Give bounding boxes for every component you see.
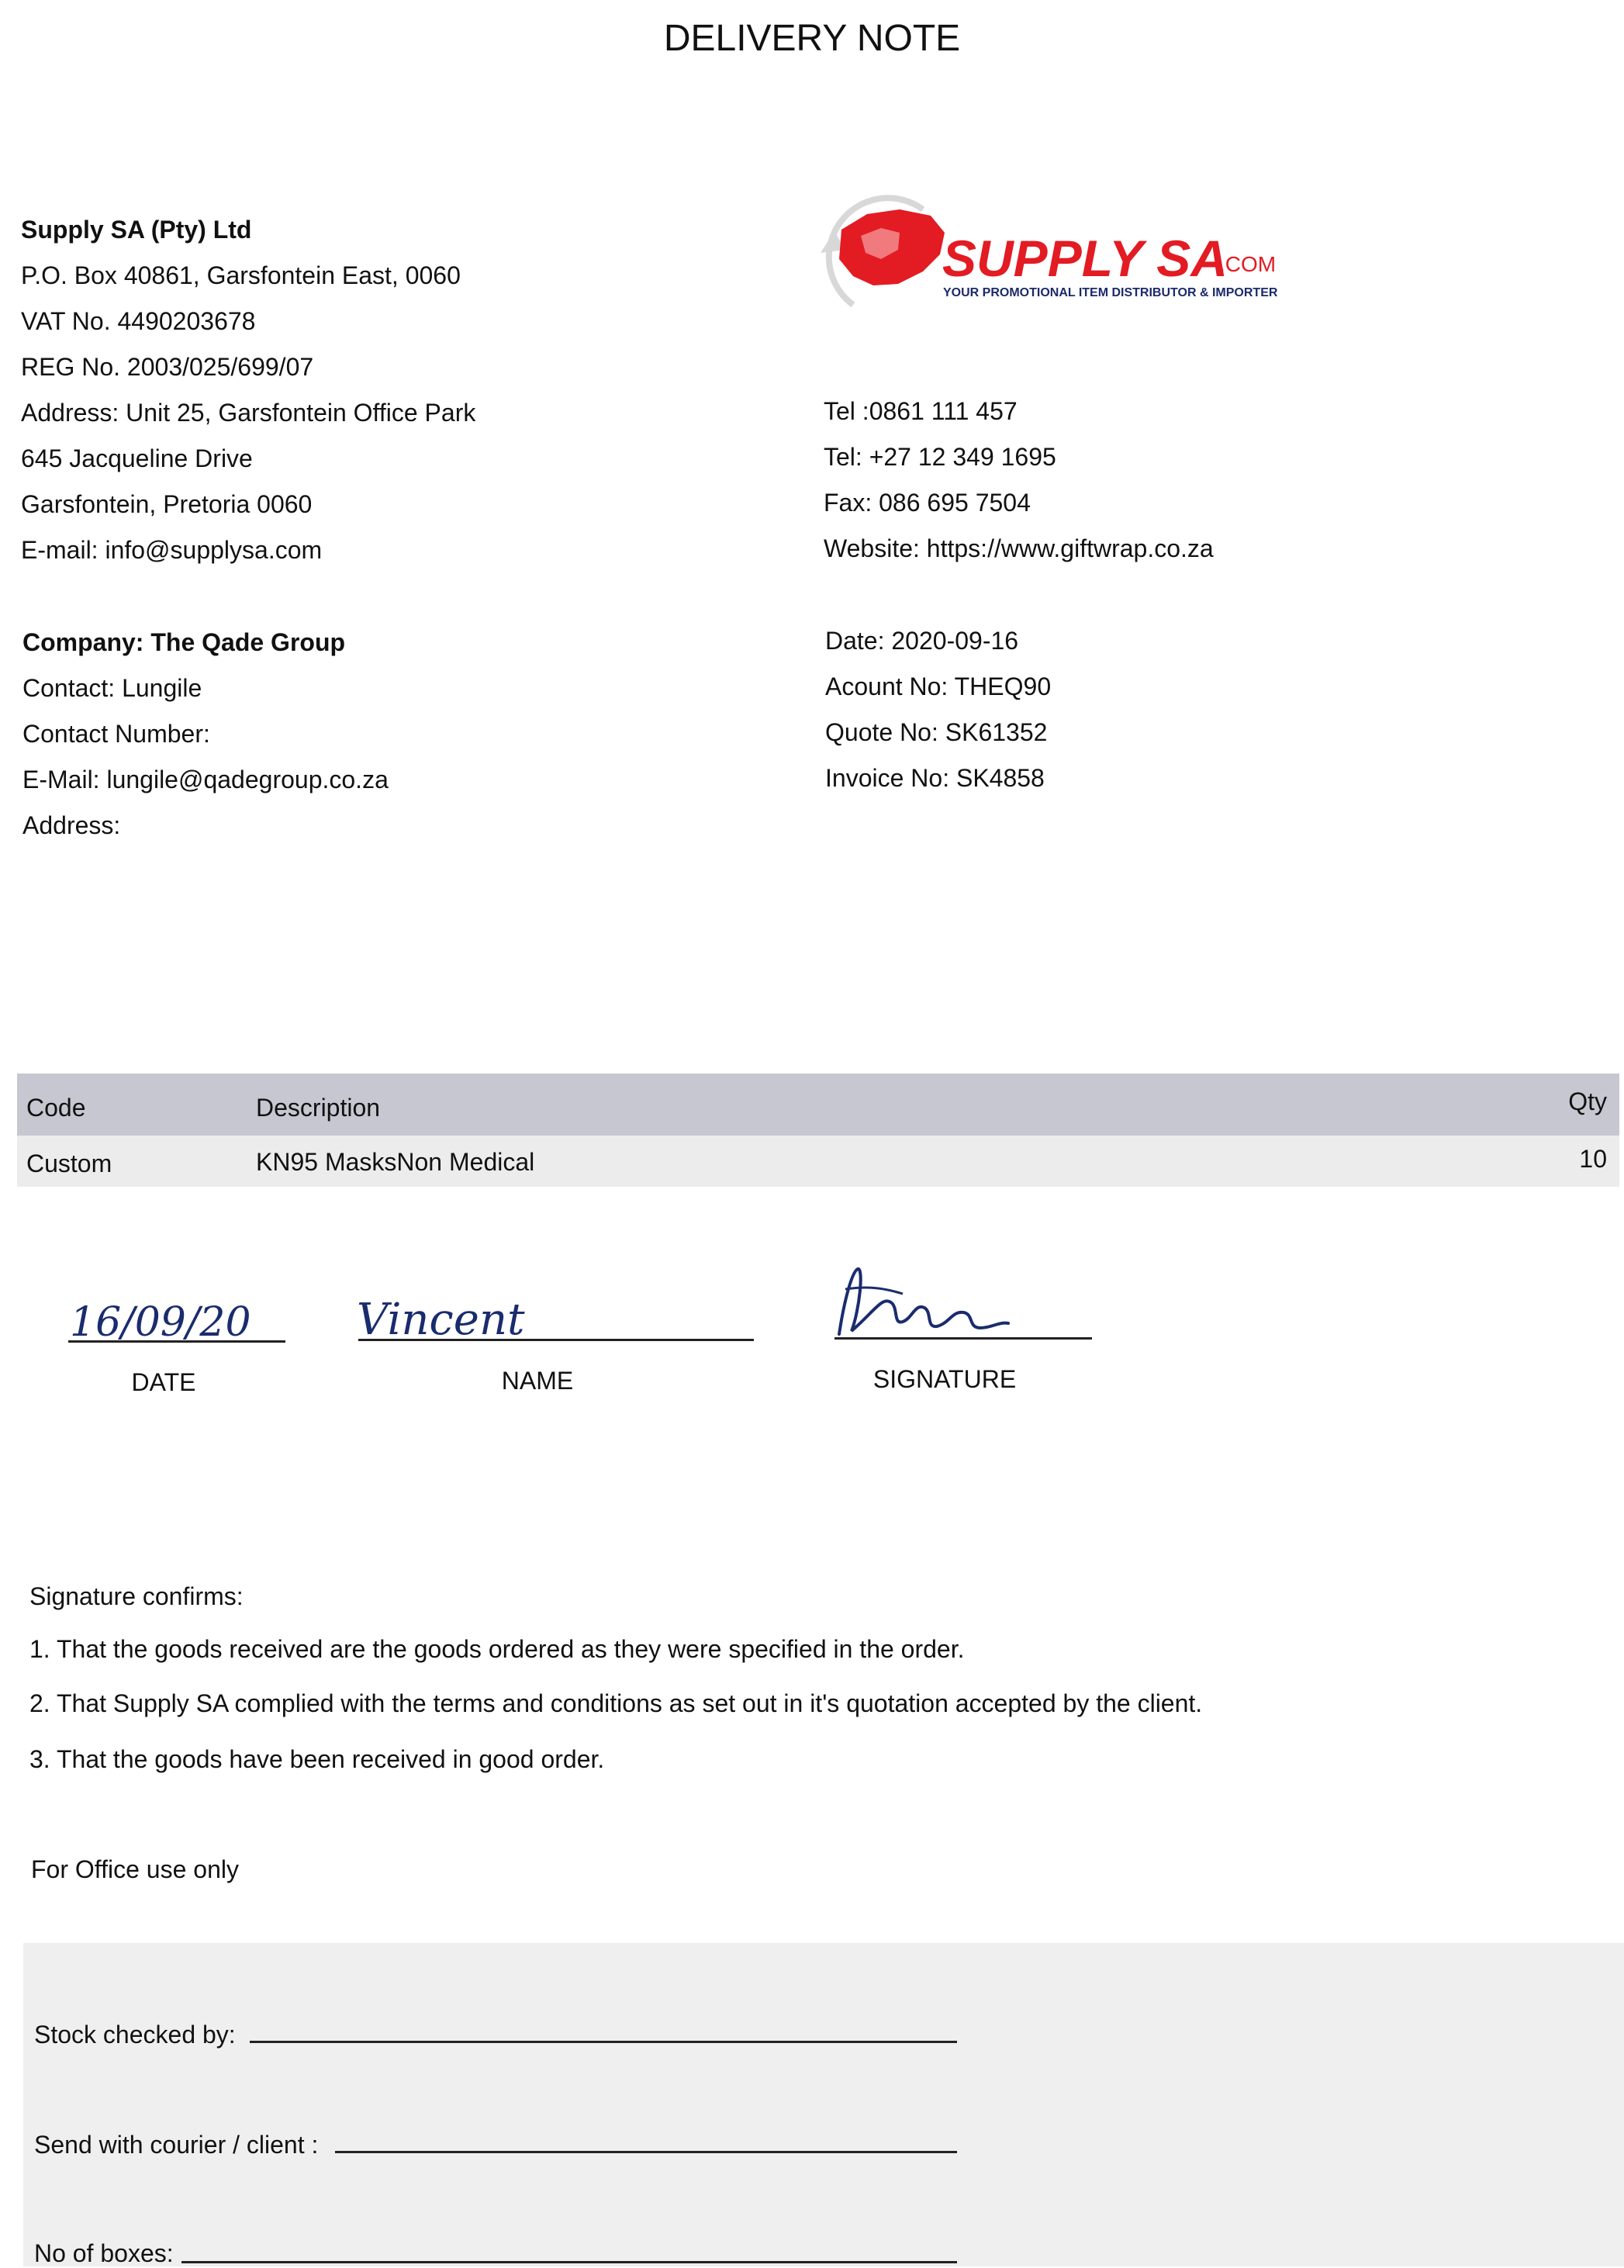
signature-scribble [828, 1257, 1030, 1350]
supplier-address-2: 645 Jacqueline Drive [21, 444, 253, 472]
header-qty: Qty [1568, 1087, 1607, 1115]
supplier-po-box: P.O. Box 40861, Garsfontein East, 0060 [21, 261, 461, 289]
supplier-name: Supply SA (Pty) Ltd [21, 216, 252, 244]
terms-item-3: 3. That the goods have been received in good order. [29, 1745, 605, 1773]
supplier-address-3: Garsfontein, Pretoria 0060 [21, 490, 313, 518]
ref-quote-no: Quote No: SK61352 [825, 718, 1048, 746]
terms-heading: Signature confirms: [29, 1582, 244, 1610]
supplier-vat: VAT No. 4490203678 [21, 307, 256, 335]
contact-fax: Fax: 086 695 7504 [824, 489, 1031, 517]
row-code: Custom [26, 1150, 112, 1177]
ref-invoice-no: Invoice No: SK4858 [825, 764, 1045, 792]
signature-line [834, 1337, 1092, 1340]
contact-website: Website: https://www.giftwrap.co.za [824, 534, 1214, 562]
header-code: Code [26, 1094, 86, 1122]
contact-tel-2: Tel: +27 12 349 1695 [824, 443, 1056, 471]
svg-text:16/09/20: 16/09/20 [70, 1299, 251, 1346]
name-caption: NAME [501, 1367, 574, 1395]
logo-tagline: YOUR PROMOTIONAL ITEM DISTRIBUTOR & IMPORTER [943, 286, 1278, 299]
row-description: KN95 MasksNon Medical [256, 1148, 535, 1176]
signature-caption: SIGNATURE [872, 1365, 1017, 1393]
supplier-address-1: Address: Unit 25, Garsfontein Office Park [21, 399, 476, 427]
client-email: E-Mail: lungile@qadegroup.co.za [22, 766, 389, 793]
header-description: Description [256, 1094, 381, 1122]
row-qty: 10 [1579, 1145, 1607, 1173]
date-caption: DATE [131, 1368, 196, 1396]
office-use-panel [23, 1943, 1624, 2266]
office-heading: For Office use only [31, 1855, 239, 1883]
office-field-stock-checked: Stock checked by: [34, 2021, 236, 2048]
document-title: DELIVERY NOTE [663, 18, 961, 59]
boxes-line [181, 2261, 957, 2263]
courier-line [335, 2151, 957, 2153]
client-contact-number: Contact Number: [22, 720, 210, 748]
client-company: Company: The Qade Group [22, 628, 346, 656]
supplier-reg: REG No. 2003/025/699/07 [21, 353, 314, 381]
items-table-header [17, 1073, 1619, 1136]
stock-checked-line [250, 2041, 957, 2043]
terms-item-2: 2. That Supply SA complied with the terms and conditions as set out in it's quotation accepted by the client. [29, 1689, 1203, 1717]
client-address: Address: [22, 811, 121, 839]
logo-suffix: .COM [1219, 252, 1277, 276]
supply-sa-logo [807, 192, 1303, 324]
date-line [68, 1340, 285, 1343]
office-field-courier: Send with courier / client : [34, 2131, 319, 2159]
contact-tel-1: Tel :0861 111 457 [824, 397, 1018, 425]
ref-account-no: Acount No: THEQ90 [825, 672, 1052, 700]
terms-item-1: 1. That the goods received are the goods ordered as they were specified in the order. [29, 1635, 965, 1663]
name-line [358, 1339, 754, 1341]
supplier-email: E-mail: info@supplysa.com [21, 536, 323, 564]
table-row [17, 1136, 1619, 1187]
client-contact: Contact: Lungile [22, 674, 202, 702]
office-field-boxes: No of boxes: [34, 2239, 174, 2267]
logo-wordmark: SUPPLY SA [942, 230, 1228, 287]
svg-text:Vincent: Vincent [357, 1295, 525, 1345]
logo-graphic [807, 192, 1303, 324]
ref-date: Date: 2020-09-16 [825, 627, 1019, 655]
